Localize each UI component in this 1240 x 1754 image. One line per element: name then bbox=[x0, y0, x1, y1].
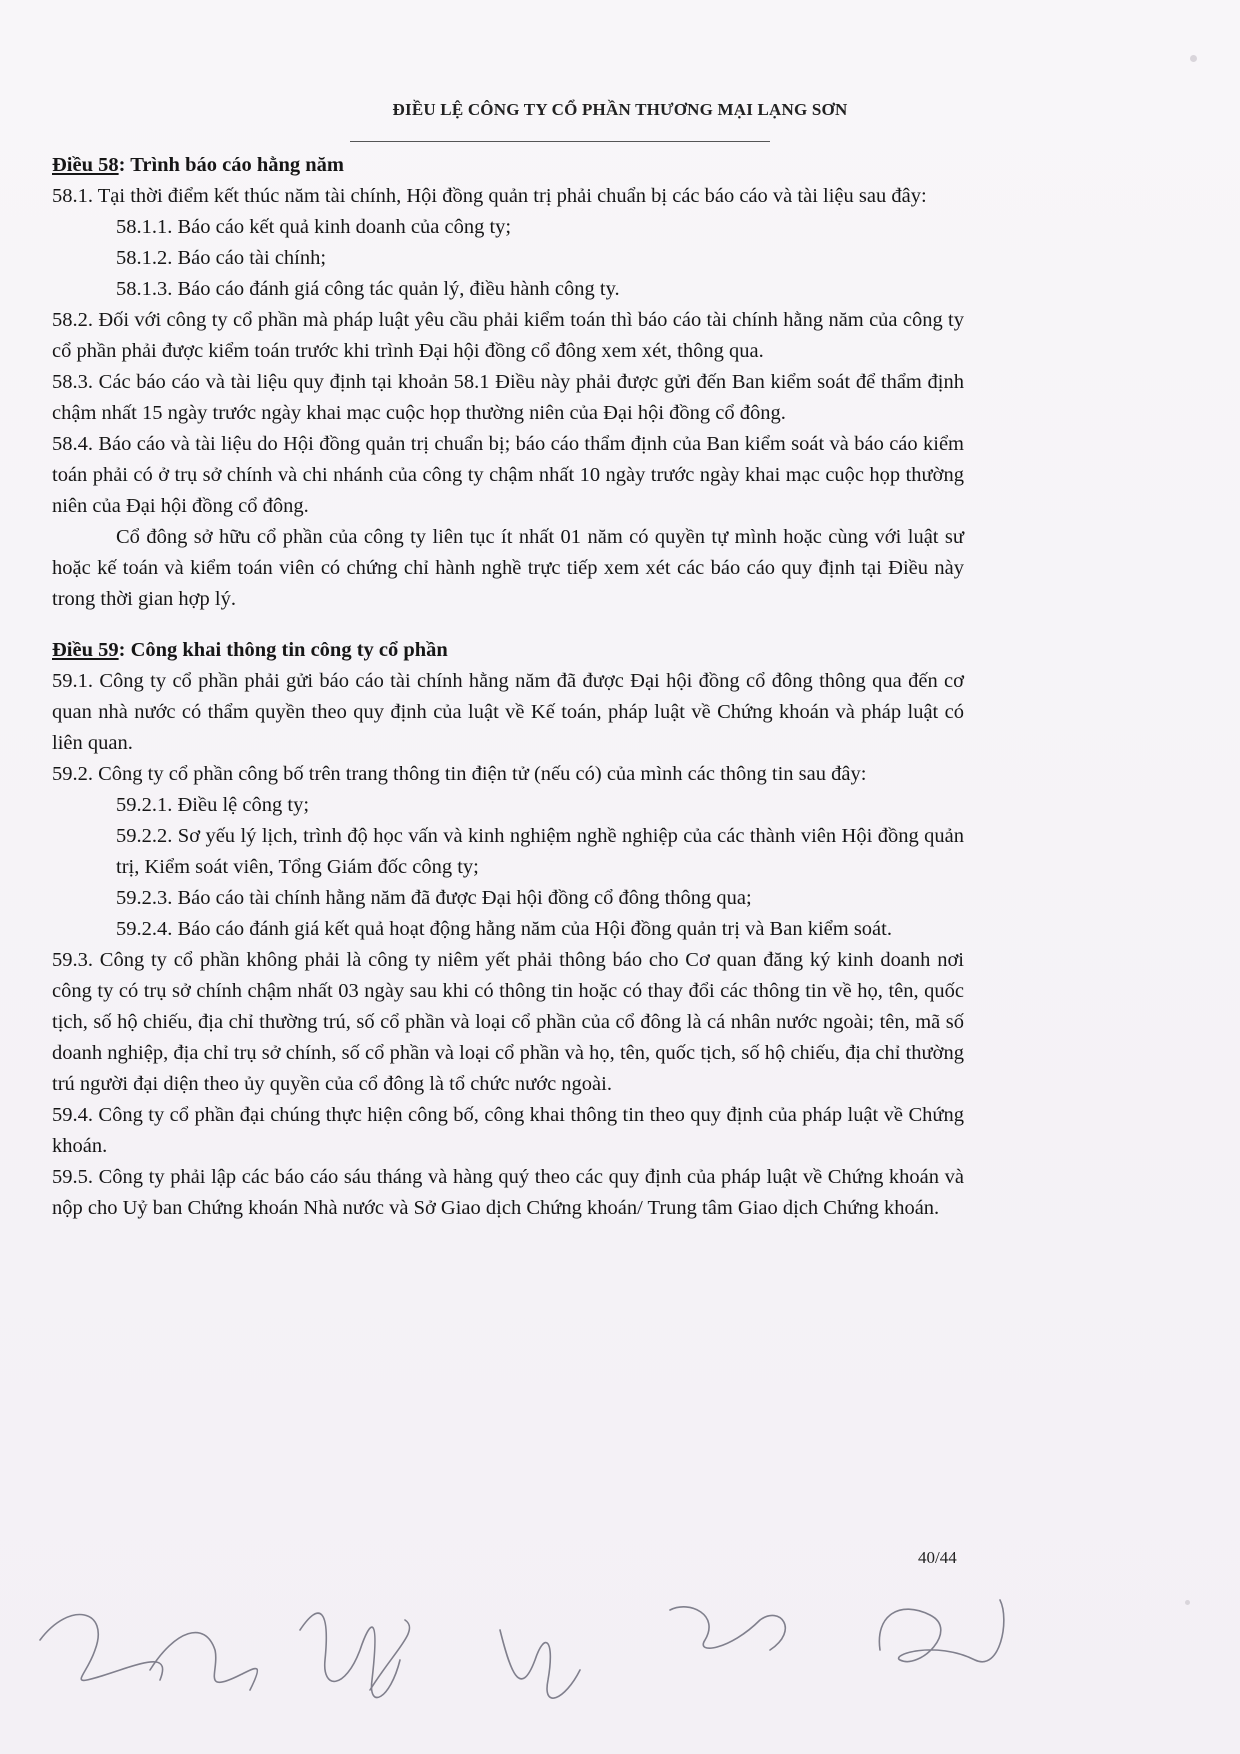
clause-59-2-1: 59.2.1. Điều lệ công ty; bbox=[116, 794, 310, 816]
article-58-heading bbox=[52, 150, 964, 181]
binder-hole-bottom bbox=[1185, 1600, 1190, 1605]
document-header: ĐIỀU LỆ CÔNG TY CỔ PHẦN THƯƠNG MẠI LẠNG SƠN bbox=[392, 100, 848, 119]
clause-59-2-3: 59.2.3. Báo cáo tài chính hằng năm đã được Đại hội đồng cổ đông thông qua; bbox=[116, 887, 752, 909]
article-59-number: Điều 59 bbox=[52, 639, 119, 661]
signature-scribble-7 bbox=[879, 1600, 1003, 1662]
signature-scribble-3 bbox=[300, 1613, 400, 1697]
clause-59-2-4: 59.2.4. Báo cáo đánh giá kết quả hoạt động hằng năm của Hội đồng quản trị và Ban kiểm soát. bbox=[116, 918, 892, 940]
signature-scribble-5 bbox=[500, 1630, 580, 1698]
clause-58-1-1: 58.1.1. Báo cáo kết quả kinh doanh của công ty; bbox=[116, 216, 512, 238]
clause-58-4-paragraph: Cổ đông sở hữu cổ phần của công ty liên tục ít nhất 01 năm có quyền tự mình hoặc cùng với luật sư hoặc kế toán và kiểm toán viên có chứng chỉ hành nghề trực tiếp xem xét các báo cáo quy định tại Điều này trong thời gian hợp lý. bbox=[52, 526, 964, 610]
clause-58-1: 58.1. Tại thời điểm kết thúc năm tài chính, Hội đồng quản trị phải chuẩn bị các báo cáo và tài liệu sau đây: bbox=[52, 185, 927, 207]
article-59-title: : Công khai thông tin công ty cổ phần bbox=[118, 639, 448, 661]
clause-59-4: 59.4. Công ty cổ phần đại chúng thực hiện công bố, công khai thông tin theo quy định của pháp luật về Chứng khoán. bbox=[52, 1104, 964, 1157]
signature-scribble-2 bbox=[150, 1633, 257, 1690]
article-58-number: Điều 58 bbox=[52, 154, 119, 176]
section-gap bbox=[52, 615, 964, 635]
clause-59-1: 59.1. Công ty cổ phần phải gửi báo cáo tài chính hằng năm đã được Đại hội đồng cổ đông thông qua đến cơ quan nhà nước có thẩm quyền theo quy định của luật về Kế toán, pháp luật về Chứng khoán và pháp luật có liên quan. bbox=[52, 670, 964, 754]
clause-58-1-2: 58.1.2. Báo cáo tài chính; bbox=[116, 247, 327, 269]
clause-58-3: 58.3. Các báo cáo và tài liệu quy định tại khoản 58.1 Điều này phải được gửi đến Ban kiểm soát để thẩm định chậm nhất 15 ngày trước ngày khai mạc cuộc họp thường niên của Đại hội đồng cổ đông. bbox=[52, 371, 964, 424]
clause-59-2-2: 59.2.2. Sơ yếu lý lịch, trình độ học vấn và kinh nghiệm nghề nghiệp của các thành viên Hội đồng quản trị, Kiểm soát viên, Tổng Giám đốc công ty; bbox=[116, 825, 964, 878]
clause-59-3: 59.3. Công ty cổ phần không phải là công ty niêm yết phải thông báo cho Cơ quan đăng ký kinh doanh nơi công ty có trụ sở chính chậm nhất 03 ngày sau khi có thông tin hoặc có thay đổi các thông tin về họ, tên, quốc tịch, số hộ chiếu, địa chỉ thường trú, số cổ phần và loại cổ phần của cổ đông là cá nhân nước ngoài; tên, mã số doanh nghiệp, địa chỉ trụ sở chính, số cổ phần và loại cổ phần và họ, tên, quốc tịch, số hộ chiếu, địa chỉ thường trú người đại diện theo ủy quyền của cổ đông là tổ chức nước ngoài. bbox=[52, 949, 964, 1095]
signature-scribble-1 bbox=[40, 1615, 163, 1681]
page-number: 40/44 bbox=[918, 1548, 957, 1567]
header-divider bbox=[350, 141, 770, 142]
initials-signatures bbox=[0, 1560, 1240, 1750]
clause-58-2: 58.2. Đối với công ty cổ phần mà pháp luật yêu cầu phải kiểm toán thì báo cáo tài chính hằng năm của công ty cổ phần phải được kiểm toán trước khi trình Đại hội đồng cổ đông xem xét, thông qua. bbox=[52, 309, 964, 362]
clause-59-5: 59.5. Công ty phải lập các báo cáo sáu tháng và hàng quý theo các quy định của pháp luật về Chứng khoán và nộp cho Uỷ ban Chứng khoán Nhà nước và Sở Giao dịch Chứng khoán/ Trung tâm Giao dịch Chứng khoán. bbox=[52, 1166, 964, 1219]
clause-59-2: 59.2. Công ty cổ phần công bố trên trang thông tin điện tử (nếu có) của mình các thông tin sau đây: bbox=[52, 763, 867, 785]
article-58-title: : Trình báo cáo hằng năm bbox=[118, 154, 344, 176]
article-59-heading bbox=[52, 635, 964, 666]
document-body bbox=[52, 150, 964, 1224]
signature-scribble-4 bbox=[370, 1620, 410, 1690]
binder-hole-top bbox=[1190, 55, 1197, 62]
clause-58-1-3: 58.1.3. Báo cáo đánh giá công tác quản lý, điều hành công ty. bbox=[116, 278, 620, 300]
clause-58-4: 58.4. Báo cáo và tài liệu do Hội đồng quản trị chuẩn bị; báo cáo thẩm định của Ban kiểm soát và báo cáo kiểm toán phải có ở trụ sở chính và chi nhánh của công ty chậm nhất 10 ngày trước ngày khai mạc cuộc họp thường niên của Đại hội đồng cổ đông. bbox=[52, 433, 964, 517]
signature-scribble-6 bbox=[670, 1607, 785, 1650]
